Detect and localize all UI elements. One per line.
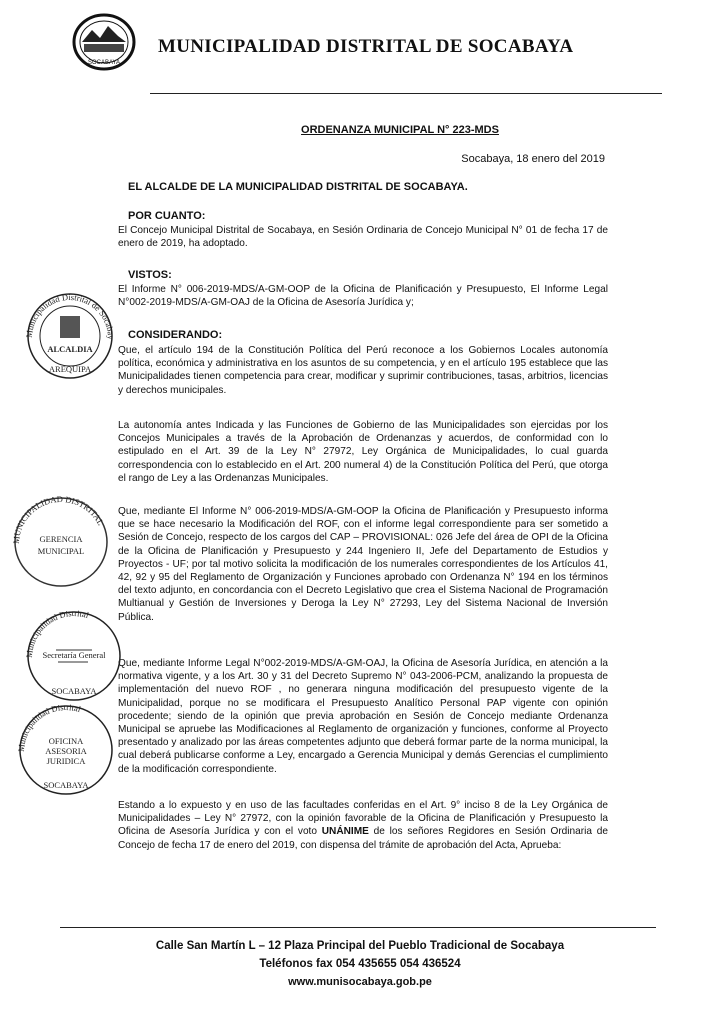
stamp-4-center-text-2: ASESORIA <box>45 746 87 756</box>
logo-text: SOCABAYA <box>87 60 121 66</box>
stamp-4-ring-text: Municipalidad Distrital <box>15 701 82 753</box>
stamp-4-bottom-text: SOCABAYA <box>43 780 89 790</box>
secretaria-general-stamp <box>18 606 130 704</box>
paragraph-considerando-1: Que, el artículo 194 de la Constitución Política del Perú reconoce a los Gobiernos Locales autonomía política, económica y administrativa en los asuntos de su competencia, y en el artículo 195 establece que las Municipalidades tienen competencia para crear, modificar y suprimir contribuciones, tasas, arbitrios, licencias y derechos municipales. <box>118 345 608 396</box>
stamp-2-ring-text: MUNICIPALIDAD DISTRITAL <box>10 493 107 545</box>
section-heading-por-cuanto: POR CUANTO: <box>128 210 206 222</box>
header-divider <box>150 93 662 94</box>
stamp-1-bottom-text: AREQUIPA <box>48 364 92 374</box>
stamp-1-center-text: ALCALDIA <box>47 344 93 354</box>
stamp-2-center-text-2: MUNICIPAL <box>37 546 85 556</box>
organization-name: MUNICIPALIDAD DISTRITAL DE SOCABAYA <box>158 36 574 57</box>
section-heading-considerando: CONSIDERANDO: <box>128 329 223 341</box>
stamp-3-bottom-text: SOCABAYA <box>51 686 97 696</box>
stamp-3-center-text: Secretaría General <box>42 650 106 660</box>
municipality-logo <box>68 12 140 72</box>
closing-text-before: Estando a lo expuesto y en uso de las facultades conferidas en el Art. 9° inciso 8 de la Ley Orgánica de Municipalidades – Ley N° 27972, con la opinión favorable de la Oficina de Planificación y Presupuesto la Oficina de Asesoría Jurídica y con el voto <box>118 800 608 838</box>
paragraph-considerando-3: Que, mediante El Informe N° 006-2019-MDS/A-GM-OOP la Oficina de Planificación y Presupuesto informa que se hace necesario la Modificación del ROF, con el informe legal correspondiente para ser sometido a Sesión de Concejo, respecto de los cargos del CAP – PROVISIONAL: 026 Jefe del área de OPI de la Oficina de la Oficina de Planificación y Presupuesto y 244 Ingeniero II, Jefe del Departamento de Estudios y Proyectos - UF; por tal motivo solicita la modificación de los numerales correspondientes de los Artículos 41, 42, 92 y 95 del Reglamento de Organización y Funciones aprobado con Ordenanza N° 194 en los términos del texto adjunto, en concordancia con el Decreto Legislativo que crea el Sistema Nacional de Programación Multianual y Gestión de Inversiones y Deroga la Ley N° 27293, Ley del Sistema Nacional de Inversión Pública. <box>118 506 608 623</box>
section-heading-vistos: VISTOS: <box>128 269 172 281</box>
footer-phones: Teléfonos fax 054 435655 054 436524 <box>259 958 461 970</box>
stamp-3-ring-text: Municipalidad Distrital <box>23 607 90 659</box>
closing-emphasis: UNÁNIME <box>321 826 369 838</box>
footer-address: Calle San Martín L – 12 Plaza Principal del Pueblo Tradicional de Socabaya <box>155 940 565 952</box>
paragraph-considerando-2: La autonomía antes Indicada y las Funciones de Gobierno de las Municipalidades son ejercidas por los Concejos Municipales a través de la Aprobación de Ordenanzas y acuerdos, de conformidad con lo estipulado en el Art. 39 de la Ley N° 27972, Ley Orgánica de Municipalidades, lo cual guarda correspondencia con lo establecido en el Art. 200 numeral 4) de la Constitución Política del Perú, que otorga el rango de Ley a las Ordenanzas Municipales. <box>118 420 608 484</box>
closing-text-after: de los señores Regidores en Sesión Ordinaria de Concejo de fecha 17 de enero del 2019, con dispensa del trámite de aprobación del Acta, Aprueba: <box>118 826 608 851</box>
paragraph-considerando-4: Que, mediante Informe Legal N°002-2019-MDS/A-GM-OAJ, la Oficina de Asesoría Jurídica, en atención a la normativa vigente, y a los Art. 30 y 31 del Decreto Supremo N° 043-2006-PCM, analizando la propuesta de implementación del nuevo ROF , no generara ninguna modificación del presupuesto vigente de la Municipalidad, porque no se modificara el Presupuesto Analítico Personal PAP vigente con opinión procedente; siendo de la opinión que previa aprobación en Sesión de Concejo mediante Ordenanza Municipal se apruebe las Modificaciones al Reglamento de organización y funciones, conforme al Proyecto presentado y analizado por las áreas competentes adjunto que deberá formar parte de la norma municipal, la cual deberá publicarse conforme a Ley, encargado a Gerencia Municipal y demás Gerencias el cumplimiento de la modificación correspondiente. <box>118 658 608 775</box>
stamp-2-center-text-1: GERENCIA <box>39 534 83 544</box>
stamp-1-ring-text: Municipalidad Distrital de Socabay <box>23 291 117 340</box>
stamp-4-center-text-3: JURIDICA <box>46 756 86 766</box>
paragraph-por-cuanto: El Concejo Municipal Distrital de Socabaya, en Sesión Ordinaria de Concejo Municipal N° 01 de fecha 17 de enero de 2019, ha adoptado. <box>118 225 608 250</box>
paragraph-closing <box>118 799 608 852</box>
footer-website: www.munisocabaya.gob.pe <box>288 976 432 988</box>
document-date: Socabaya, 18 enero del 2019 <box>461 153 605 165</box>
asesoria-juridica-stamp <box>10 700 122 798</box>
document-title: ORDENANZA MUNICIPAL N° 223-MDS <box>301 124 499 136</box>
gerencia-municipal-stamp <box>5 492 117 590</box>
paragraph-vistos: El Informe N° 006-2019-MDS/A-GM-OOP de la Oficina de Planificación y Presupuesto, El Informe Legal N°002-2019-MDS/A-GM-OAJ de la Oficina de Asesoría Jurídica y; <box>118 284 608 309</box>
addressee: EL ALCALDE DE LA MUNICIPALIDAD DISTRITAL DE SOCABAYA. <box>128 181 468 193</box>
stamp-4-center-text-1: OFICINA <box>48 736 84 746</box>
alcaldia-stamp <box>20 288 120 383</box>
footer-divider <box>60 927 656 928</box>
